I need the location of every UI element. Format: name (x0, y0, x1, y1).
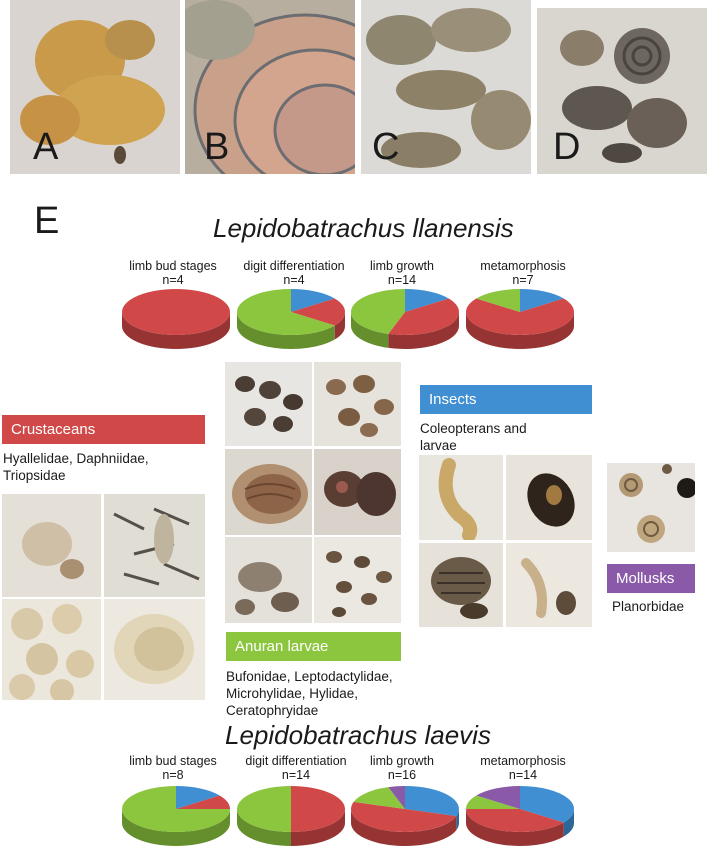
taxa-crustaceans: Hyallelidae, Daphniidae, Triopsidae (3, 451, 149, 483)
pie-chart-upper-2 (350, 288, 460, 352)
taxa-insects: Coleopterans and larvae (420, 421, 527, 453)
category-mollusks: Mollusks (607, 564, 695, 593)
category-anuran-larvae: Anuran larvae (226, 632, 401, 661)
pie-chart-lower-0 (121, 785, 231, 849)
panel-label-d: D (553, 126, 581, 168)
pie-chart-upper-0 (121, 288, 231, 352)
photo-insects-4 (506, 543, 592, 627)
panel-label-e: E (34, 200, 60, 242)
pie-chart-lower-2 (350, 785, 460, 849)
pie-label-lower-2: limb growth n=16 (370, 754, 434, 782)
photo-insects-1 (419, 455, 503, 540)
pie-label-upper-2: limb growth n=14 (370, 259, 434, 287)
panel-label-c: C (372, 126, 400, 168)
pie-slice-red (122, 289, 230, 335)
species-title-upper: Lepidobatrachus llanensis (213, 213, 514, 243)
photo-crustaceans-1 (2, 494, 101, 597)
pie-chart-lower-1 (236, 785, 346, 849)
photo-anurans-2 (314, 362, 401, 446)
pie-chart-lower-3 (465, 785, 575, 849)
pie-chart-upper-3 (465, 288, 575, 352)
photo-anurans-5 (225, 537, 312, 623)
pie-label-upper-3: metamorphosis n=7 (480, 259, 566, 287)
taxa-anuran-larvae: Bufonidae, Leptodactylidae, Microhylidae, Hylidae, Ceratophryidae (226, 669, 393, 718)
pie-label-lower-0: limb bud stages n=8 (129, 754, 217, 782)
category-insects: Insects (420, 385, 592, 414)
photo-crustaceans-3 (2, 599, 101, 700)
photo-insects-2 (506, 455, 592, 540)
photo-anurans-1 (225, 362, 312, 446)
panel-label-b: B (204, 126, 230, 168)
photo-anurans-3 (225, 449, 312, 535)
photo-anurans-4 (314, 449, 401, 535)
pie-label-upper-1: digit differentiation n=4 (243, 259, 345, 287)
photo-crustaceans-2 (104, 494, 205, 597)
pie-label-lower-3: metamorphosis n=14 (480, 754, 566, 782)
pie-label-upper-0: limb bud stages n=4 (129, 259, 217, 287)
photo-crustaceans-4 (104, 599, 205, 700)
category-crustaceans: Crustaceans (2, 415, 205, 444)
pie-label-lower-1: digit differentiation n=14 (245, 754, 347, 782)
panel-label-a: A (33, 126, 59, 168)
photo-insects-3 (419, 543, 503, 627)
pie-chart-upper-1 (236, 288, 346, 352)
species-title-lower: Lepidobatrachus laevis (225, 720, 491, 750)
photo-mollusks (607, 463, 695, 552)
taxa-mollusks: Planorbidae (612, 599, 685, 614)
photo-anurans-6 (314, 537, 401, 623)
